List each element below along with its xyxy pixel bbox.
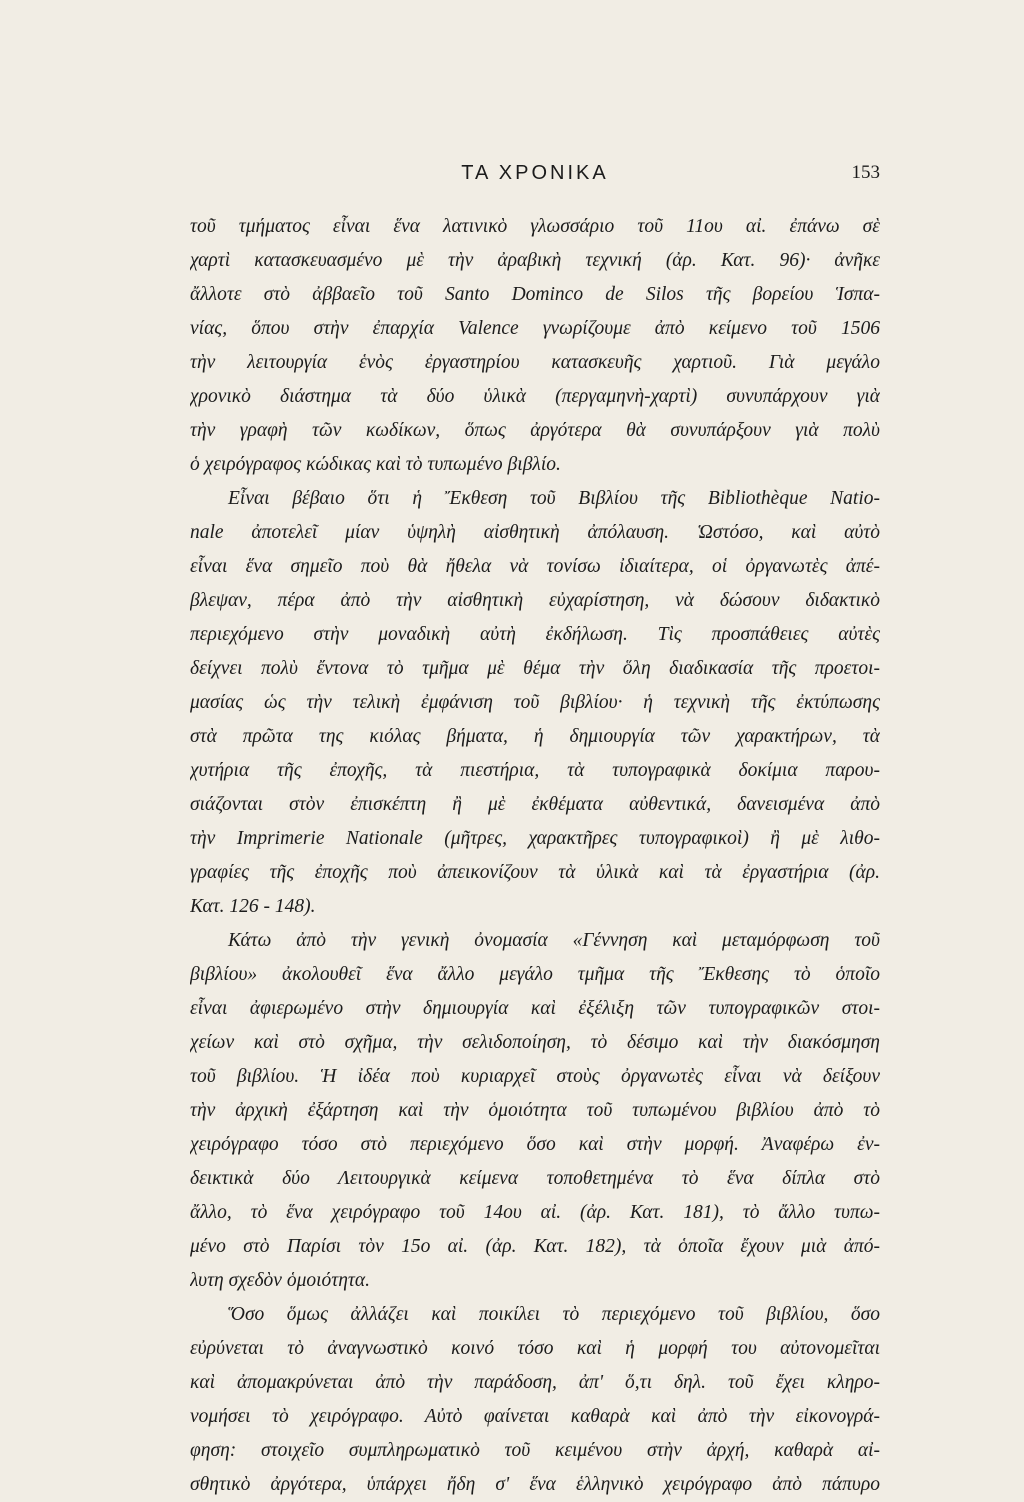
text-line: Εἶναι βέβαιο ὅτι ἡ Ἔκθεση τοῦ Βιβλίου τῆς Bibliothèque Natio-	[228, 488, 880, 509]
text-line: περιεχόμενο στὴν μοναδικὴ αὐτὴ ἐκδήλωση. Τὶς προσπάθειες αὐτὲς	[190, 624, 880, 645]
text-line: τὴν γραφὴ τῶν κωδίκων, ὅπως ἀργότερα θὰ συνυπάρξουν γιὰ πολὺ	[190, 420, 880, 441]
text-line: τοῦ βιβλίου. Ἡ ἰδέα ποὺ κυριαρχεῖ στοὺς ὀργανωτὲς εἶναι νὰ δείξουν	[190, 1066, 880, 1087]
text-line: εἶναι ἕνα σημεῖο ποὺ θὰ ἤθελα νὰ τονίσω ἰδιαίτερα, οἱ ὀργανωτὲς ἀπέ-	[190, 556, 880, 577]
running-title: ΤΑ ΧΡΟΝΙΚΑ	[461, 162, 609, 184]
text-line: εὐρύνεται τὸ ἀναγνωστικὸ κοινό τόσο καὶ ἡ μορφή του αὐτονομεῖται	[190, 1338, 880, 1359]
text-line: χαρτὶ κατασκευασμένο μὲ τὴν ἀραβικὴ τεχνική (ἀρ. Κατ. 96)· ἀνῆκε	[190, 250, 880, 271]
text-line: βιβλίου» ἀκολουθεῖ ἕνα ἄλλο μεγάλο τμῆμα τῆς Ἔκθεσης τὸ ὁποῖο	[190, 964, 880, 985]
text-line: χρονικὸ διάστημα τὰ δύο ὑλικὰ (περγαμηνὴ-χαρτὶ) συνυπάρχουν γιὰ	[190, 386, 880, 407]
text-line: λυτη σχεδὸν ὁμοιότητα.	[190, 1270, 371, 1291]
text-line: τὴν λειτουργία ἑνὸς ἐργαστηρίου κατασκευῆς χαρτιοῦ. Γιὰ μεγάλο	[190, 352, 880, 373]
text-line: δείχνει πολὺ ἔντονα τὸ τμῆμα μὲ θέμα τὴν ὅλη διαδικασία τῆς προετοι-	[190, 658, 880, 679]
text-line: γραφίες τῆς ἐποχῆς ποὺ ἀπεικονίζουν τὰ ὑλικὰ καὶ τὰ ἐργαστήρια (ἀρ.	[190, 862, 880, 883]
text-line: Κάτω ἀπὸ τὴν γενικὴ ὀνομασία «Γέννηση καὶ μεταμόρφωση τοῦ	[228, 930, 880, 951]
text-line: φηση: στοιχεῖο συμπληρωματικὸ τοῦ κειμένου στὴν ἀρχή, καθαρὰ αἰ-	[190, 1440, 880, 1461]
running-header	[190, 160, 880, 190]
text-line: μασίας ὡς τὴν τελικὴ ἐμφάνιση τοῦ βιβλίου· ἡ τεχνικὴ τῆς ἐκτύπωσης	[190, 692, 880, 713]
text-line: χυτήρια τῆς ἐποχῆς, τὰ πιεστήρια, τὰ τυπογραφικὰ δοκίμια παρου-	[190, 760, 880, 781]
text-line: χειρόγραφο τόσο στὸ περιεχόμενο ὅσο καὶ στὴν μορφή. Ἀναφέρω ἐν-	[190, 1134, 880, 1155]
text-line: τὴν Imprimerie Nationale (μῆτρες, χαρακτῆρες τυπογραφικοὶ) ἢ μὲ λιθο-	[190, 828, 880, 849]
text-line: σθητικὸ ἀργότερα, ὑπάρχει ἤδη σ' ἕνα ἑλληνικὸ χειρόγραφο ἀπὸ πάπυρο	[190, 1474, 880, 1495]
text-line: δεικτικὰ δύο Λειτουργικὰ κείμενα τοποθετημένα τὸ ἕνα δίπλα στὸ	[190, 1168, 880, 1189]
text-line: νομήσει τὸ χειρόγραφο. Αὐτὸ φαίνεται καθαρὰ καὶ ἀπὸ τὴν εἰκονογρά-	[190, 1406, 880, 1427]
text-line: καὶ ἀπομακρύνεται ἀπὸ τὴν παράδοση, ἀπ' ὅ,τι δηλ. τοῦ ἔχει κληρο-	[190, 1372, 880, 1393]
body-text	[190, 210, 880, 1502]
text-line: nale ἀποτελεῖ μίαν ὑψηλὴ αἰσθητικὴ ἀπόλαυση. Ὡστόσο, καὶ αὐτὸ	[190, 522, 880, 543]
text-line: ἄλλο, τὸ ἕνα χειρόγραφο τοῦ 14ου αἰ. (ἀρ. Κατ. 181), τὸ ἄλλο τυπω-	[190, 1202, 880, 1223]
text-line: βλεψαν, πέρα ἀπὸ τὴν αἰσθητικὴ εὐχαρίστηση, νὰ δώσουν διδακτικὸ	[190, 590, 880, 611]
page-number: 153	[851, 162, 880, 183]
text-line: τὴν ἀρχικὴ ἐξάρτηση καὶ τὴν ὁμοιότητα τοῦ τυπωμένου βιβλίου ἀπὸ τὸ	[190, 1100, 880, 1121]
text-line: τοῦ τμήματος εἶναι ἕνα λατινικὸ γλωσσάριο τοῦ 11ου αἰ. ἐπάνω σὲ	[190, 216, 880, 237]
text-line: μένο στὸ Παρίσι τὸν 15ο αἰ. (ἀρ. Κατ. 182), τὰ ὁποῖα ἔχουν μιὰ ἀπό-	[190, 1236, 880, 1257]
text-line: ἄλλοτε στὸ ἀββαεῖο τοῦ Santo Dominco de Silos τῆς βορείου Ἱσπα-	[190, 284, 880, 305]
text-line: νίας, ὅπου στὴν ἐπαρχία Valence γνωρίζουμε ἀπὸ κείμενο τοῦ 1506	[190, 318, 880, 339]
text-line: εἶναι ἀφιερωμένο στὴν δημιουργία καὶ ἐξέλιξη τῶν τυπογραφικῶν στοι-	[190, 998, 880, 1019]
text-line: χείων καὶ στὸ σχῆμα, τὴν σελιδοποίηση, τὸ δέσιμο καὶ τὴν διακόσμηση	[190, 1032, 880, 1053]
text-line: στὰ πρῶτα της κιόλας βήματα, ἡ δημιουργία τῶν χαρακτήρων, τὰ	[190, 726, 880, 747]
text-line: Κατ. 126 - 148).	[190, 896, 316, 917]
text-line: Ὅσο ὅμως ἀλλάζει καὶ ποικίλει τὸ περιεχόμενο τοῦ βιβλίου, ὅσο	[228, 1304, 880, 1325]
text-line: ὁ χειρόγραφος κώδικας καὶ τὸ τυπωμένο βιβλίο.	[190, 454, 561, 475]
text-line: σιάζονται στὸν ἐπισκέπτη ἢ μὲ ἐκθέματα αὐθεντικά, δανεισμένα ἀπὸ	[190, 794, 880, 815]
